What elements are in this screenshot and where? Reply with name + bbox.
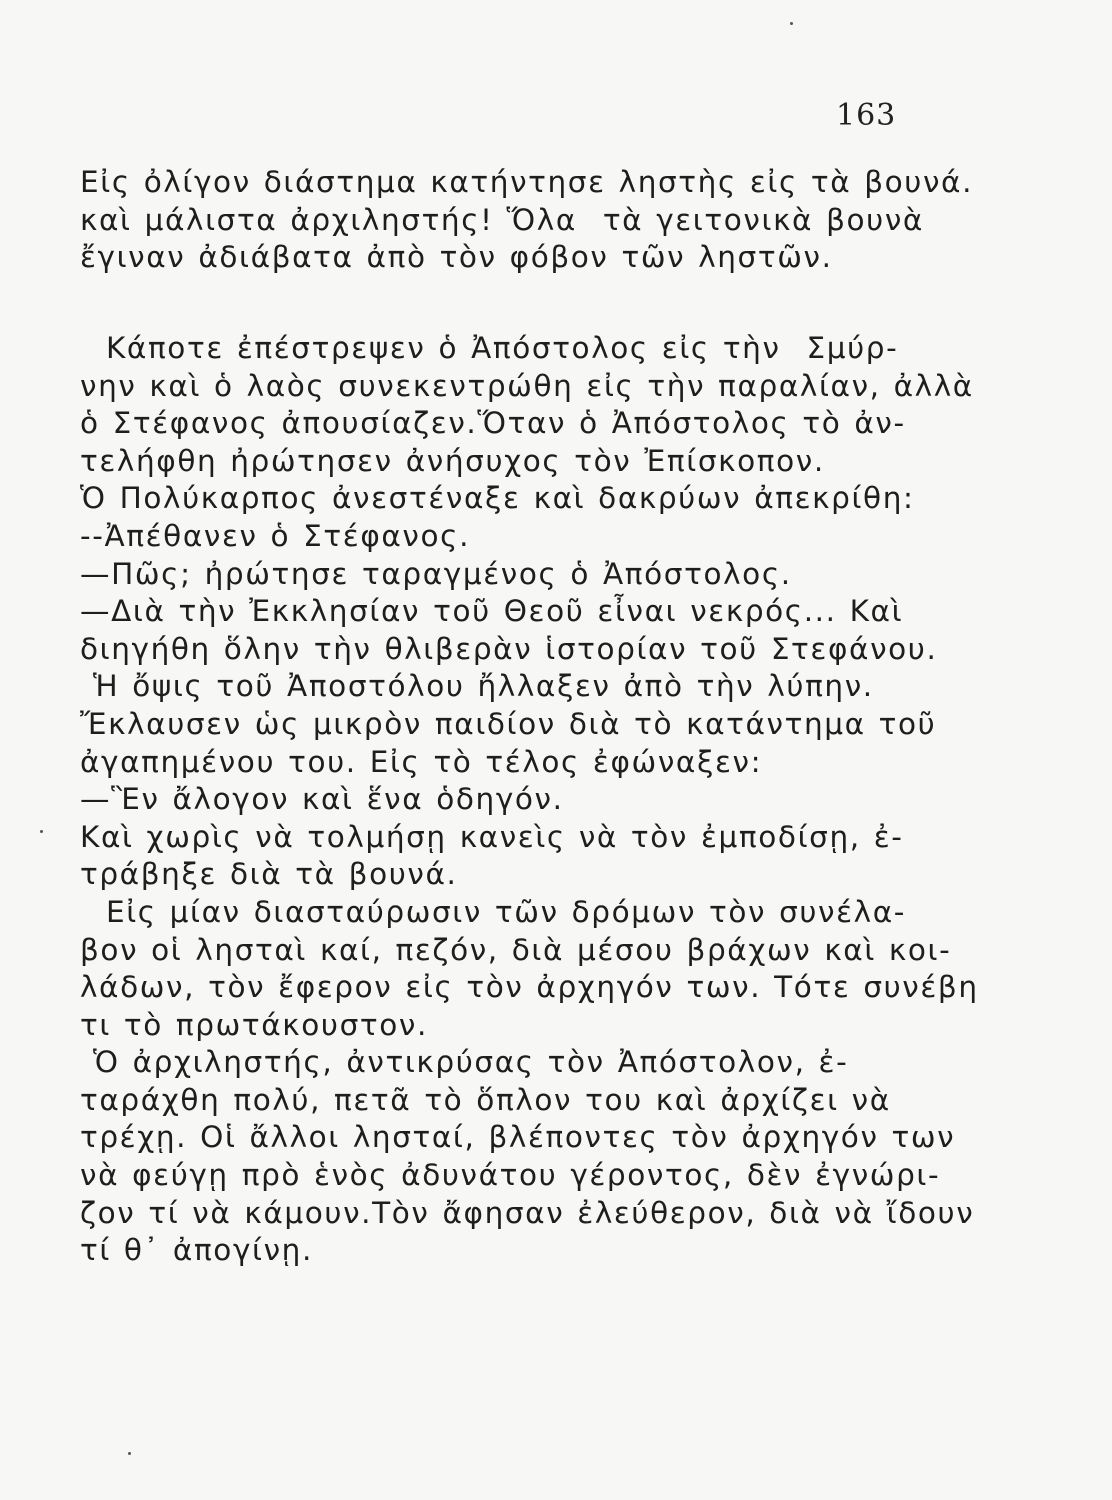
text-line: λάδων, τὸν ἔφερον εἰς τὸν ἀρχηγόν των. Τότε συνέβη <box>80 970 979 1005</box>
text-line: νὰ φεύγῃ πρὸ ἑνὸς ἀδυνάτου γέροντος, δὲν ἐγνώρι- <box>80 1158 941 1193</box>
text-line: Κάποτε ἐπέστρεψεν ὁ Ἀπόστολος εἰς τὴν Σμύρ- <box>80 331 899 365</box>
text-line: Εἰς μίαν διασταύρωσιν τῶν δρόμων τὸν συνέλα- <box>80 894 907 929</box>
text-line: τι τὸ πρωτάκουστον. <box>80 1007 428 1042</box>
text-line: διηγήθη ὅλην τὴν θλιβερὰν ἱστορίαν τοῦ Στεφάνου. <box>80 631 938 666</box>
text-line: Ὁ Πολύκαρπος ἀνεστέναξε καὶ δακρύων ἀπεκρίθη: <box>80 481 915 516</box>
text-line: τρέχῃ. Οἱ ἄλλοι λησταί, βλέποντες τὸν ἀρχηγόν των <box>80 1120 956 1155</box>
scan-speck <box>790 22 793 25</box>
text-line: Ἔκλαυσεν ὡς μικρὸν παιδίον διὰ τὸ κατάντημα τοῦ <box>80 706 937 741</box>
text-line: νην καὶ ὁ λαὸς συνεκεντρώθη εἰς τὴν παραλίαν, ἀλλὰ <box>80 368 974 403</box>
scan-speck <box>40 830 43 833</box>
text-line: ταράχθη πολύ, πετᾶ τὸ ὅπλον του καὶ ἀρχίζει νὰ <box>80 1082 891 1117</box>
scan-speck <box>128 1452 131 1455</box>
text-line: ὁ Στέφανος ἀπουσίαζεν.Ὅταν ὁ Ἀπόστολος τὸ ἀν- <box>80 406 906 441</box>
text-line: Ἡ ὄψις τοῦ Ἀποστόλου ἤλλαξεν ἀπὸ τὴν λύπην. <box>80 669 874 704</box>
text-line: καὶ μάλιστα ἀρχιληστής! Ὅλα τὰ γειτονικὰ βουνὰ <box>80 202 924 237</box>
paragraph-1 <box>80 164 974 277</box>
text-line: Καὶ χωρὶς νὰ τολμήσῃ κανεὶς νὰ τὸν ἐμποδίσῃ, ἐ- <box>80 819 904 854</box>
text-line: βον οἱ λησταὶ καί, πεζόν, διὰ μέσου βράχων καὶ κοι- <box>80 932 952 967</box>
text-line: —Διὰ τὴν Ἐκκλησίαν τοῦ Θεοῦ εἶναι νεκρός... Καὶ <box>80 594 904 629</box>
text-line: Ὁ ἀρχιληστής, ἀντικρύσας τὸν Ἀπόστολον, ἐ- <box>80 1045 849 1080</box>
text-line: ζον τί νὰ κάμουν.Τὸν ἄφησαν ἐλεύθερον, διὰ νὰ ἴδουν <box>80 1195 975 1230</box>
text-line: Εἰς ὀλίγον διάστημα κατήντησε ληστὴς εἰς τὰ βουνά. <box>80 165 974 199</box>
text-line: --Ἀπέθανεν ὁ Στέφανος. <box>80 518 471 553</box>
text-line: τελήφθη ἠρώτησεν ἀνήσυχος τὸν Ἐπίσκοπον. <box>80 443 825 478</box>
paragraph-2 <box>80 330 979 1270</box>
text-line: ἔγιναν ἀδιάβατα ἀπὸ τὸν φόβον τῶν ληστῶν. <box>80 240 833 275</box>
text-line: —Ἓν ἄλογον καὶ ἕνα ὁδηγόν. <box>80 782 564 817</box>
text-line: ἀγαπημένου του. Εἰς τὸ τέλος ἐφώναξεν: <box>80 744 763 779</box>
page-number: 163 <box>836 98 897 133</box>
text-line: —Πῶς; ἠρώτησε ταραγμένος ὁ Ἀπόστολος. <box>80 556 792 591</box>
text-line: τί θ᾽ ἀπογίνῃ. <box>80 1233 313 1268</box>
text-line: τράβηξε διὰ τὰ βουνά. <box>80 857 458 892</box>
